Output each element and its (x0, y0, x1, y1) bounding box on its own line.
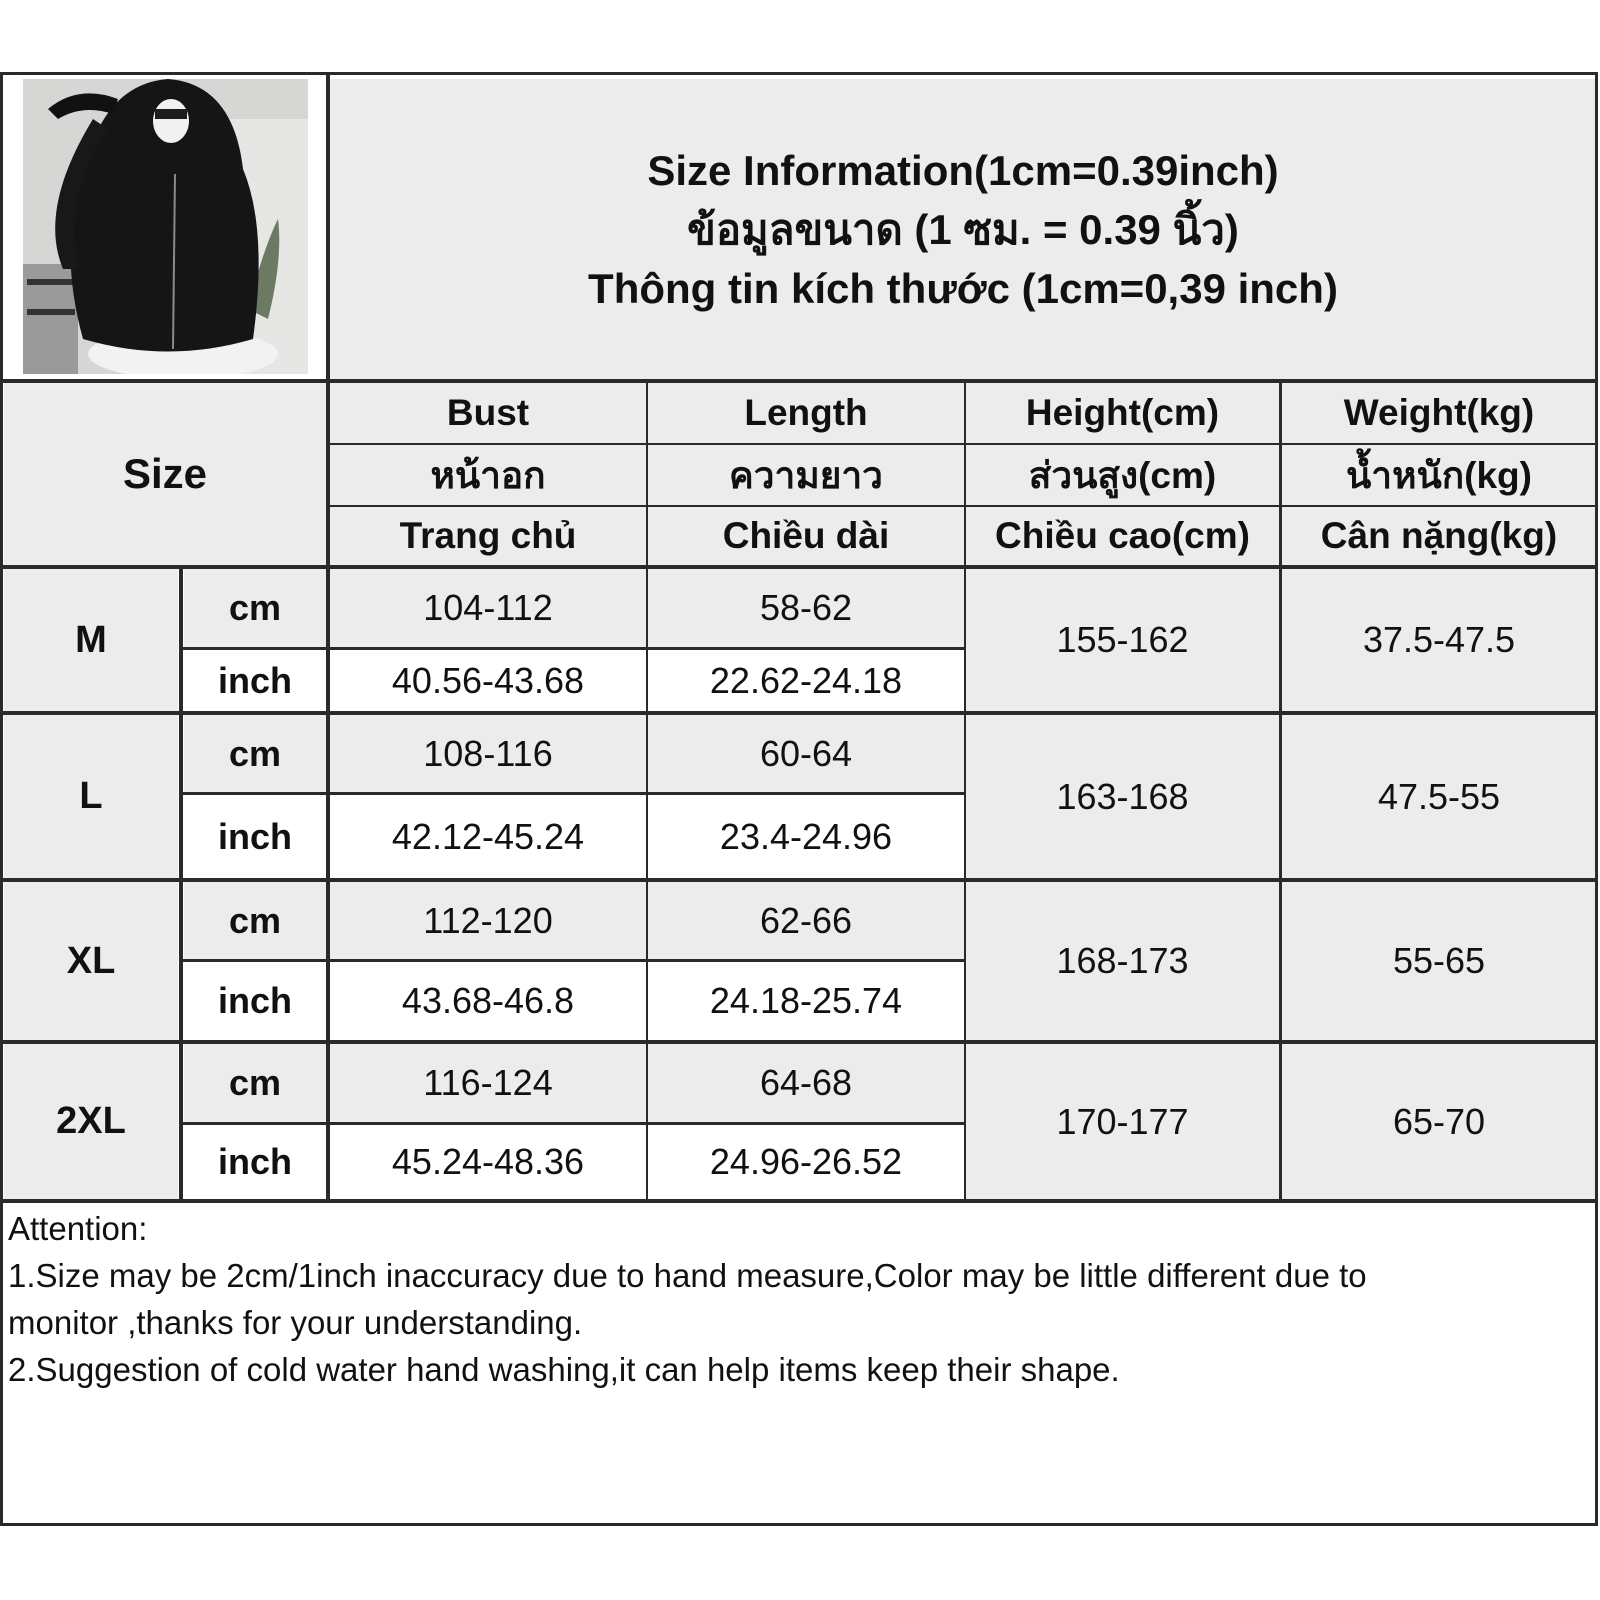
height-header-en: Height(cm) (966, 383, 1279, 443)
notes-line-3: 2.Suggestion of cold water hand washing,it can help items keep their shape. (8, 1351, 1120, 1388)
weight-value: 47.5-55 (1282, 715, 1596, 878)
bust-header-en: Bust (330, 383, 646, 443)
length-header-th: ความยาว (648, 445, 964, 505)
weight-header-vi: Cân nặng(kg) (1282, 507, 1596, 565)
unit-inch: inch (184, 795, 326, 878)
grid-line (326, 505, 1598, 507)
length-inch-value: 22.62-24.18 (648, 650, 964, 711)
size-column-header: Size (4, 383, 326, 565)
grid-line (326, 443, 1598, 445)
grid-line (0, 72, 3, 1526)
grid-line (179, 565, 183, 1203)
bust-cm-value: 112-120 (330, 882, 646, 959)
unit-inch: inch (184, 962, 326, 1040)
height-header-vi: Chiều cao(cm) (966, 507, 1279, 565)
weight-value: 37.5-47.5 (1282, 569, 1596, 711)
product-photo (23, 79, 308, 374)
weight-value: 55-65 (1282, 882, 1596, 1040)
grid-line (1279, 379, 1282, 1203)
attention-notes (8, 1205, 1588, 1393)
bust-inch-value: 45.24-48.36 (330, 1125, 646, 1199)
unit-cm: cm (184, 715, 326, 792)
notes-line-2: monitor ,thanks for your understanding. (8, 1304, 583, 1341)
weight-header-th: น้ำหนัก(kg) (1282, 445, 1596, 505)
grid-line (646, 379, 648, 1203)
grid-line (0, 711, 1598, 715)
unit-inch: inch (184, 1125, 326, 1199)
grid-line (180, 1122, 966, 1125)
grid-line (0, 72, 1598, 75)
title-english: Size Information(1cm=0.39inch) (647, 146, 1279, 194)
bust-inch-value: 42.12-45.24 (330, 795, 646, 878)
title-thai: ข้อมูลขนาด (1 ซม. = 0.39 นิ้ว) (687, 205, 1239, 253)
grid-line (0, 1040, 1598, 1044)
bust-inch-value: 43.68-46.8 (330, 962, 646, 1040)
length-cm-value: 64-68 (648, 1044, 964, 1122)
weight-header-en: Weight(kg) (1282, 383, 1596, 443)
bust-cm-value: 108-116 (330, 715, 646, 792)
bust-cm-value: 116-124 (330, 1044, 646, 1122)
unit-cm: cm (184, 1044, 326, 1122)
unit-cm: cm (184, 882, 326, 959)
weight-value: 65-70 (1282, 1044, 1596, 1199)
product-photo-illustration (23, 79, 308, 374)
unit-inch: inch (184, 650, 326, 711)
grid-line (0, 1523, 1598, 1526)
grid-line (180, 792, 966, 795)
size-label-xl: XL (4, 882, 178, 1040)
bust-header-th: หน้าอก (330, 445, 646, 505)
height-value: 168-173 (966, 882, 1279, 1040)
length-cm-value: 60-64 (648, 715, 964, 792)
grid-line (1595, 72, 1598, 1526)
size-label-2xl: 2XL (4, 1044, 178, 1199)
bust-cm-value: 104-112 (330, 569, 646, 647)
length-header-en: Length (648, 383, 964, 443)
grid-line (0, 379, 1598, 383)
title-block (330, 79, 1596, 379)
length-cm-value: 62-66 (648, 882, 964, 959)
title-vietnamese: Thông tin kích thước (1cm=0,39 inch) (588, 264, 1338, 312)
height-value: 170-177 (966, 1044, 1279, 1199)
length-inch-value: 24.18-25.74 (648, 962, 964, 1040)
bust-header-vi: Trang chủ (330, 507, 646, 565)
length-cm-value: 58-62 (648, 569, 964, 647)
grid-line (0, 565, 1598, 569)
length-header-vi: Chiều dài (648, 507, 964, 565)
notes-heading: Attention: (8, 1210, 148, 1247)
height-value: 163-168 (966, 715, 1279, 878)
height-value: 155-162 (966, 569, 1279, 711)
height-header-th: ส่วนสูง(cm) (966, 445, 1279, 505)
grid-line (0, 1199, 1598, 1203)
unit-cm: cm (184, 569, 326, 647)
grid-line (0, 878, 1598, 882)
notes-line-1: 1.Size may be 2cm/1inch inaccuracy due to hand measure,Color may be little different due to (8, 1257, 1367, 1294)
length-inch-value: 23.4-24.96 (648, 795, 964, 878)
bust-inch-value: 40.56-43.68 (330, 650, 646, 711)
size-label-l: L (4, 715, 178, 878)
grid-line (964, 379, 966, 1203)
grid-line (180, 647, 966, 650)
grid-line (326, 72, 330, 1203)
size-label-m: M (4, 569, 178, 711)
length-inch-value: 24.96-26.52 (648, 1125, 964, 1199)
grid-line (180, 959, 966, 962)
